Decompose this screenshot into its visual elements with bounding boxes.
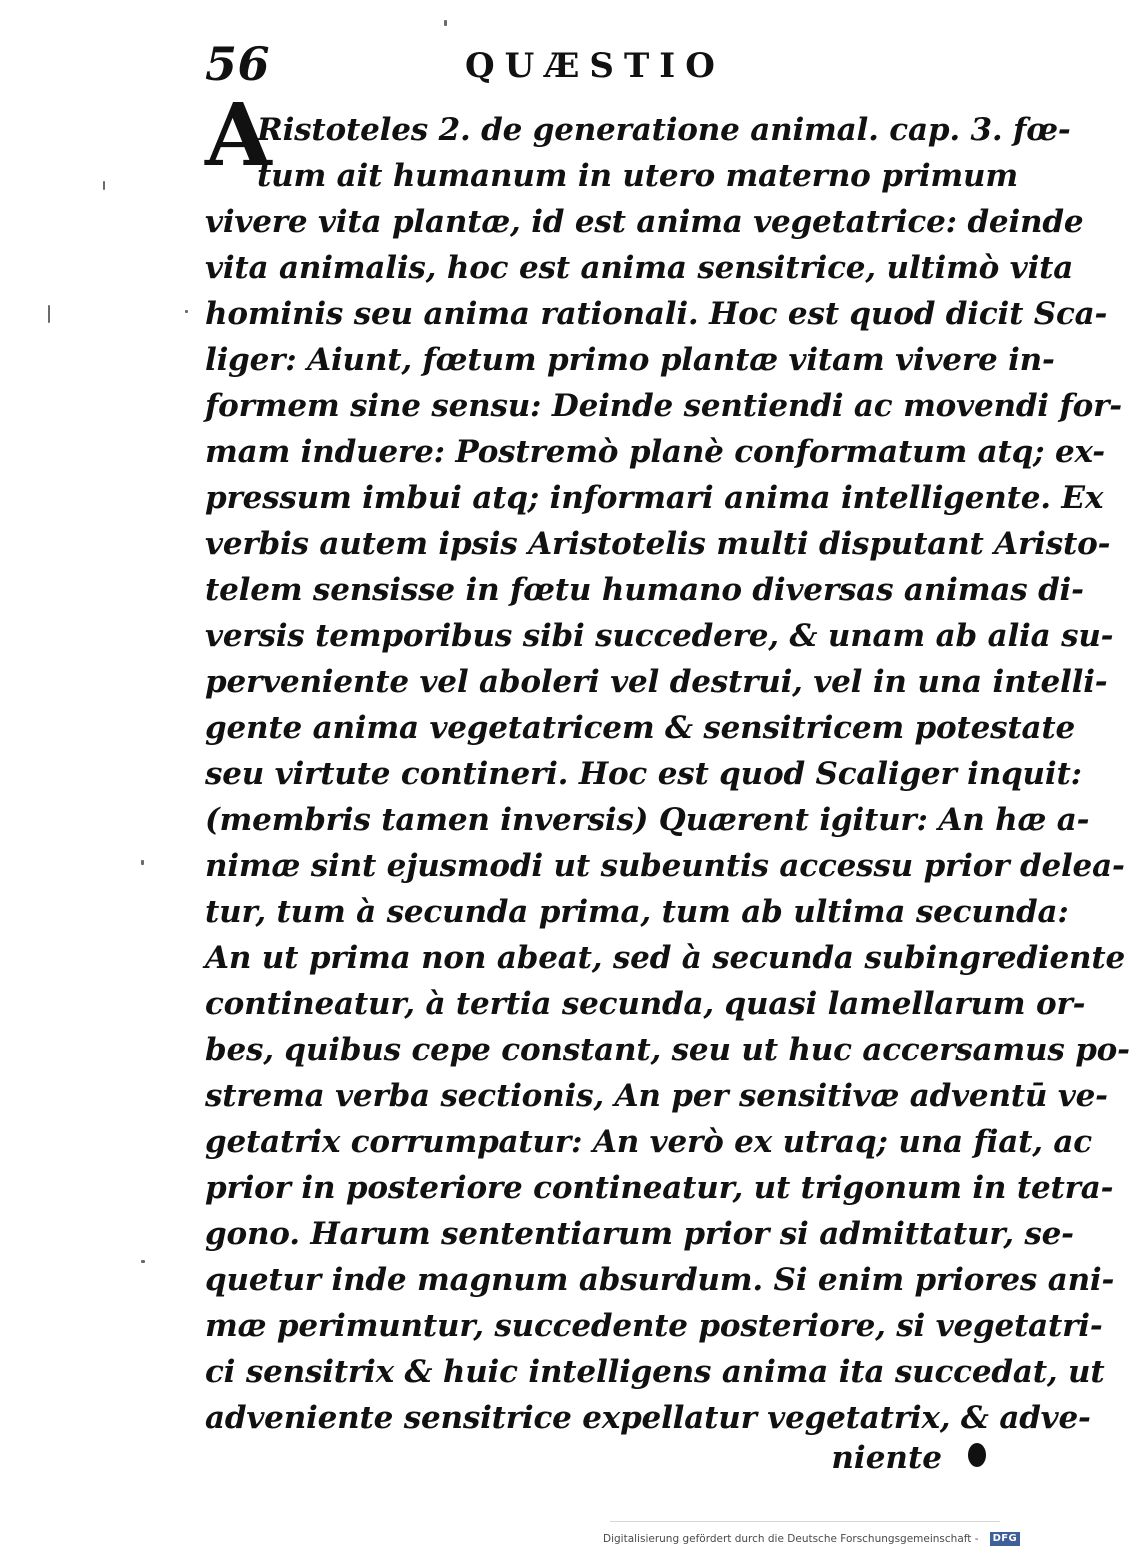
text-line: mam induere: Postremò planè conformatum atq; ex- (205, 434, 1105, 470)
text-line: ci sensitrix & huic intelligens anima ita succedat, ut (205, 1354, 1105, 1390)
stray-mark (103, 181, 105, 190)
text-line: tum ait humanum in utero materno primum (257, 158, 1018, 194)
text-line: getatrix corrumpatur: An verò ex utraq; una fiat, ac (205, 1124, 1092, 1160)
running-head: QUÆSTIO (465, 46, 725, 86)
text-line: nimæ sint ejusmodi ut subeuntis accessu prior delea- (205, 848, 1125, 884)
footer-credit-text: Digitalisierung gefördert durch die Deutsche Forschungsgemeinschaft - (603, 1532, 979, 1545)
catchword: niente (831, 1440, 942, 1476)
text-line: Ristoteles 2. de generatione animal. cap. 3. fœ- (257, 112, 1071, 148)
text-line: liger: Aiunt, fœtum primo plantæ vitam vivere in- (205, 342, 1055, 378)
text-line: telem sensisse in fœtu humano diversas animas di- (205, 572, 1084, 608)
text-line: vita animalis, hoc est anima sensitrice, ultimò vita (205, 250, 1074, 286)
text-line: seu virtute contineri. Hoc est quod Scaliger inquit: (205, 756, 1082, 792)
page-header (205, 36, 945, 96)
text-line: pressum imbui atq; informari anima intelligente. Ex (205, 480, 1104, 516)
stray-mark (141, 860, 144, 865)
text-line: tur, tum à secunda prima, tum ab ultima secunda: (205, 894, 1069, 930)
text-line: gono. Harum sententiarum prior si admittatur, se- (205, 1216, 1074, 1252)
main-text-block (205, 110, 1130, 1500)
footer-divider (610, 1521, 1000, 1522)
text-line: formem sine sensu: Deinde sentiendi ac movendi for- (205, 388, 1122, 424)
text-line: verbis autem ipsis Aristotelis multi disputant Aristo- (205, 526, 1111, 562)
text-line: perveniente vel aboleri vel destrui, vel in una intelli- (205, 664, 1108, 700)
stray-mark (185, 310, 188, 313)
text-line: mæ perimuntur, succedente posteriore, si vegetatri- (205, 1308, 1103, 1344)
page-number: 56 (205, 37, 271, 91)
text-line: gente anima vegetatricem & sensitricem potestate (205, 710, 1076, 746)
text-line: versis temporibus sibi succedere, & unam ab alia su- (205, 618, 1114, 654)
text-line: prior in posteriore contineatur, ut trigonum in tetra- (205, 1170, 1114, 1206)
stray-mark (48, 305, 50, 323)
bullet-mark-icon (968, 1443, 986, 1467)
text-line: An ut prima non abeat, sed à secunda subingrediente (205, 940, 1125, 976)
text-line: (membris tamen inversis) Quærent igitur: An hæ a- (205, 802, 1090, 838)
text-line: bes, quibus cepe constant, seu ut huc accersamus po- (205, 1032, 1130, 1068)
text-line: hominis seu anima rationali. Hoc est quod dicit Sca- (205, 296, 1108, 332)
text-line: vivere vita plantæ, id est anima vegetatrice: deinde (205, 204, 1084, 240)
text-line: contineatur, à tertia secunda, quasi lamellarum or- (205, 986, 1086, 1022)
stray-mark (141, 1260, 145, 1263)
text-line: adveniente sensitrice expellatur vegetatrix, & adve- (205, 1400, 1091, 1436)
text-line: quetur inde magnum absurdum. Si enim priores ani- (205, 1262, 1115, 1298)
stray-mark (444, 20, 447, 26)
digitization-credit (603, 1528, 1018, 1548)
drop-cap-letter: A (205, 85, 272, 186)
dfg-logo-icon: DFG (990, 1532, 1021, 1546)
text-line: strema verba sectionis, An per sensitivæ adventū ve- (205, 1078, 1108, 1114)
